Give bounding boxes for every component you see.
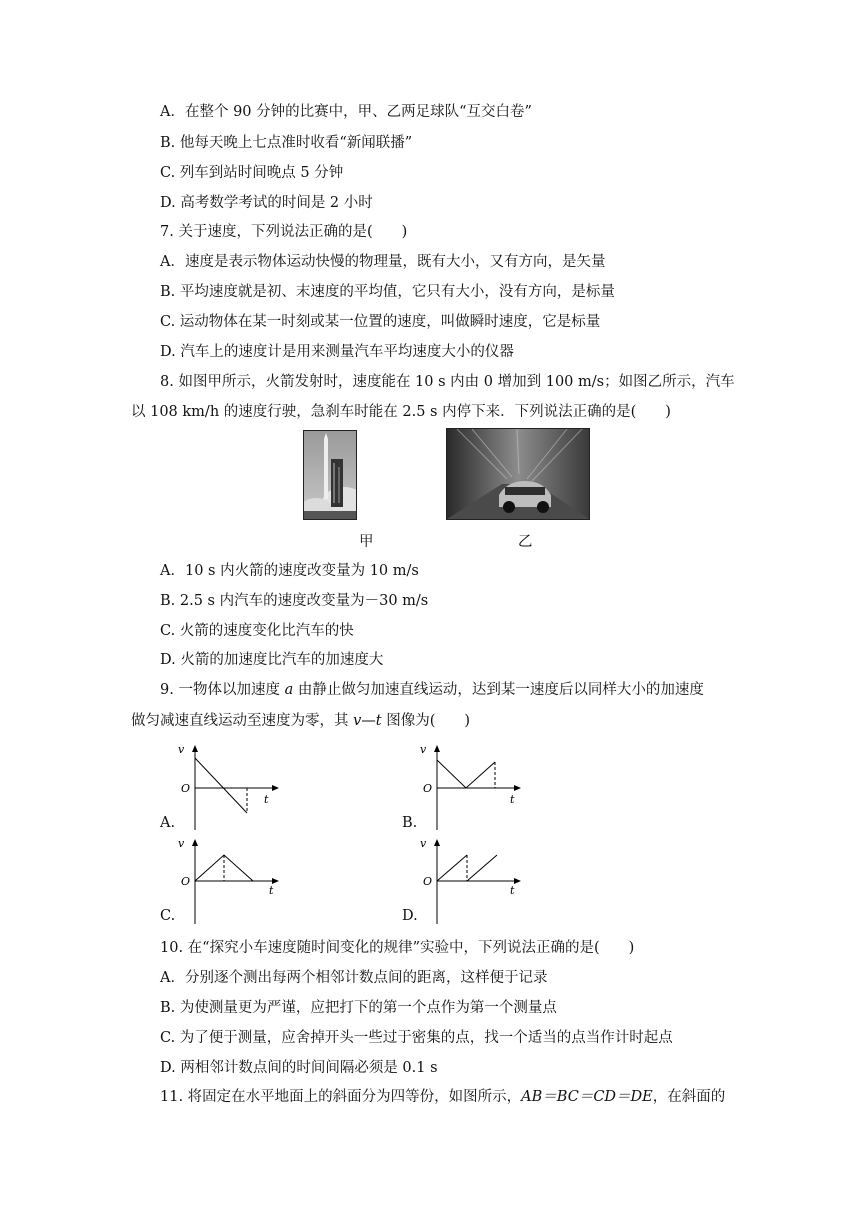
axis-t-label: t [510, 793, 515, 806]
q6-option-d: D. 高考数学考试的时间是 2 小时 [160, 195, 373, 211]
q10-option-c: C. 为了便于测量，应舍掉开头一些过于密集的点，找一个适当的点当作计时起点 [160, 1030, 673, 1046]
q11-stem: 11. 将固定在水平地面上的斜面分为四等份，如图所示，AB＝BC＝CD＝DE，在斜面的 [160, 1089, 726, 1105]
option-label-d: D. [402, 908, 418, 924]
option-label-c: C. [160, 908, 176, 924]
q7-option-c: C. 运动物体在某一时刻或某一位置的速度，叫做瞬时速度，它是标量 [160, 314, 601, 330]
q10-option-d: D. 两相邻计数点间的时间间隔必须是 0.1 s [160, 1060, 438, 1076]
q9-stem-line2: 做匀减速直线运动至速度为零，其 v—t 图像为( ) [131, 713, 471, 729]
axis-t-label: t [264, 793, 269, 806]
option-label-b: B. [402, 815, 418, 831]
q8-option-b: B. 2.5 s 内汽车的速度改变量为－30 m/s [160, 593, 429, 609]
axis-v-label: v [420, 837, 427, 850]
q7-option-a: A．速度是表示物体运动快慢的物理量，既有大小，又有方向，是矢量 [160, 254, 606, 270]
q7-stem: 7. 关于速度，下列说法正确的是( ) [160, 224, 408, 240]
origin-label: O [181, 782, 191, 795]
axis-v-label: v [420, 743, 427, 756]
q8-option-a: A．10 s 内火箭的速度改变量为 10 m/s [160, 563, 419, 579]
origin-label: O [423, 875, 433, 888]
var-a: a [284, 682, 294, 698]
graph-c [172, 836, 282, 926]
q8-option-c: C. 火箭的速度变化比汽车的快 [160, 623, 354, 639]
q6-option-a: A．在整个 90 分钟的比赛中，甲、乙两足球队“互交白卷” [160, 104, 532, 120]
origin-label: O [423, 782, 433, 795]
axis-t-label: t [510, 884, 515, 897]
car-photo [446, 428, 590, 520]
caption-jia: 甲 [359, 534, 374, 550]
origin-label: O [181, 875, 191, 888]
axis-t-label: t [269, 884, 274, 897]
q8-option-d: D. 火箭的加速度比汽车的加速度大 [160, 652, 384, 668]
var-vt: v—t [353, 713, 382, 729]
q7-option-d: D. 汽车上的速度计是用来测量汽车平均速度大小的仪器 [160, 344, 514, 360]
axis-v-label: v [178, 743, 185, 756]
axis-v-label: v [178, 837, 185, 850]
graph-b [414, 742, 524, 832]
q6-option-c: C. 列车到站时间晚点 5 分钟 [160, 165, 344, 181]
graph-d [414, 836, 524, 926]
q10-option-b: B. 为使测量更为严谨，应把打下的第一个点作为第一个测量点 [160, 1000, 557, 1016]
q6-option-b: B. 他每天晚上七点准时收看“新闻联播” [160, 135, 413, 151]
q7-option-b: B. 平均速度就是初、末速度的平均值，它只有大小，没有方向，是标量 [160, 284, 615, 300]
q8-stem-line1: 8. 如图甲所示，火箭发射时，速度能在 10 s 内由 0 增加到 100 m/s；如图乙所示，汽车 [160, 374, 735, 390]
graph-a [172, 742, 282, 832]
option-label-a: A. [160, 815, 176, 831]
caption-yi: 乙 [518, 534, 533, 550]
rocket-photo [303, 430, 357, 520]
q9-stem-line1: 9. 一物体以加速度 a 由静止做匀加速直线运动，达到某一速度后以同样大小的加速度 [160, 682, 704, 698]
q10-stem: 10. 在“探究小车速度随时间变化的规律”实验中，下列说法正确的是( ) [160, 940, 635, 956]
q10-option-a: A．分别逐个测出每两个相邻计数点间的距离，这样便于记录 [160, 970, 548, 986]
q8-stem-line2: 以 108 km/h 的速度行驶，急刹车时能在 2.5 s 内停下来．下列说法正确的是( ) [131, 404, 671, 420]
segment-equality: AB＝BC＝CD＝DE [521, 1089, 653, 1105]
